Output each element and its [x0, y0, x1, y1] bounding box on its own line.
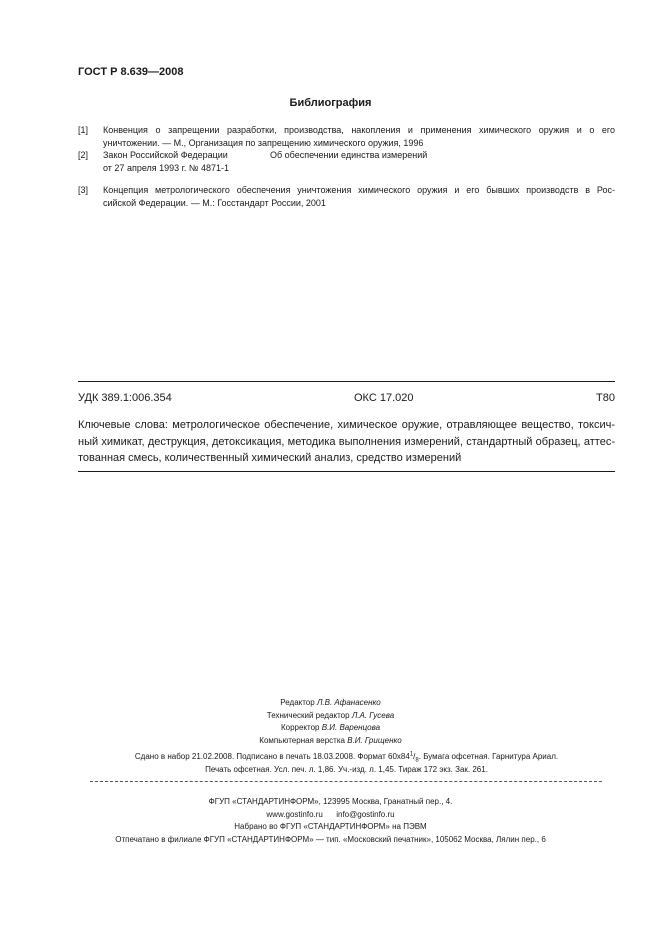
top-rule — [78, 381, 615, 382]
law-title: Закон Российской Федерации — [103, 150, 228, 160]
printed-note: Отпечатано в филиале ФГУП «СТАНДАРТИНФОРМ» — тип. «Московский печатник», 105062 Москва, Лялин пер., 6 — [115, 834, 546, 844]
publisher-footer — [0, 796, 661, 846]
udk-code: УДК 389.1:006.354 — [78, 392, 172, 404]
bib-text-line: Конвенция о запрещении разработки, производства, накопления и применения химического оружия и о его — [103, 125, 615, 135]
publisher-address: ФГУП «СТАНДАРТИНФОРМ», 123995 Москва, Гранатный пер., 4. — [208, 797, 453, 806]
bib-text-line: сийской Федерации. — М.: Госстандарт России, 2001 — [103, 198, 326, 208]
standard-number: ГОСТ Р 8.639—2008 — [78, 66, 184, 78]
dashed-separator — [90, 781, 602, 782]
keywords-line: Ключевые слова: метрологическое обеспечение, химическое оружие, отравляющее вещество, токсич- — [78, 419, 615, 431]
oks-code: ОКС 17.020 — [354, 392, 414, 404]
keywords-line: ный химикат, деструкция, детоксикация, методика выполнения измерений, стандартный образец, аттес- — [78, 435, 615, 448]
email: info@gostinfo.ru — [336, 809, 395, 819]
bib-number: [3] — [78, 185, 89, 195]
website: www.gostinfo.ru — [266, 809, 323, 819]
keywords-line: тованная смесь, количественный химический анализ, средство измерений — [78, 452, 462, 464]
law-subject: Об обеспечении единства измерений — [270, 150, 428, 160]
keywords — [78, 417, 615, 467]
bibliography-title: Библиография — [289, 97, 372, 109]
law-date: от 27 апреля 1993 г. № 4871-1 — [103, 163, 230, 173]
bib-text-line: Концепция метрологического обеспечения уничтожения химического оружия и его бывших производств в Рос- — [103, 185, 615, 195]
publishing-line-2: Печать офсетная. Усл. печ. л. 1,86. Уч.-изд. л. 1,45. Тираж 172 экз. Зак. 261. — [205, 764, 488, 774]
bib-text-line: уничтожении. — М., Организация по запрещению химического оружия, 1996 — [103, 138, 424, 148]
bib-number: [1] — [78, 125, 89, 135]
publishing-line-1: Сдано в набор 21.02.2008. Подписано в печать 18.03.2008. Формат $60х84^1/_8$. Бумага офсетная. Гарнитура Ариал. — [134, 751, 559, 764]
credit-tech-editor: Технический редактор Л.А. Гусева — [266, 710, 395, 720]
publisher-contacts — [0, 809, 661, 822]
bottom-rule — [78, 471, 615, 472]
publishing-info — [78, 751, 615, 776]
credit-proofreader: Корректор В.И. Варенцова — [280, 723, 381, 732]
bib-number: [2] — [78, 150, 89, 160]
credits — [0, 697, 661, 747]
credit-editor: Редактор Л.В. Афанасенко — [280, 698, 381, 707]
typeset-note: Набрано во ФГУП «СТАНДАРТИНФОРМ» на ПЭВМ — [234, 822, 427, 831]
category-code: Т80 — [596, 392, 615, 404]
credit-layout: Компьютерная верстка В.И. Грищенко — [259, 735, 402, 745]
